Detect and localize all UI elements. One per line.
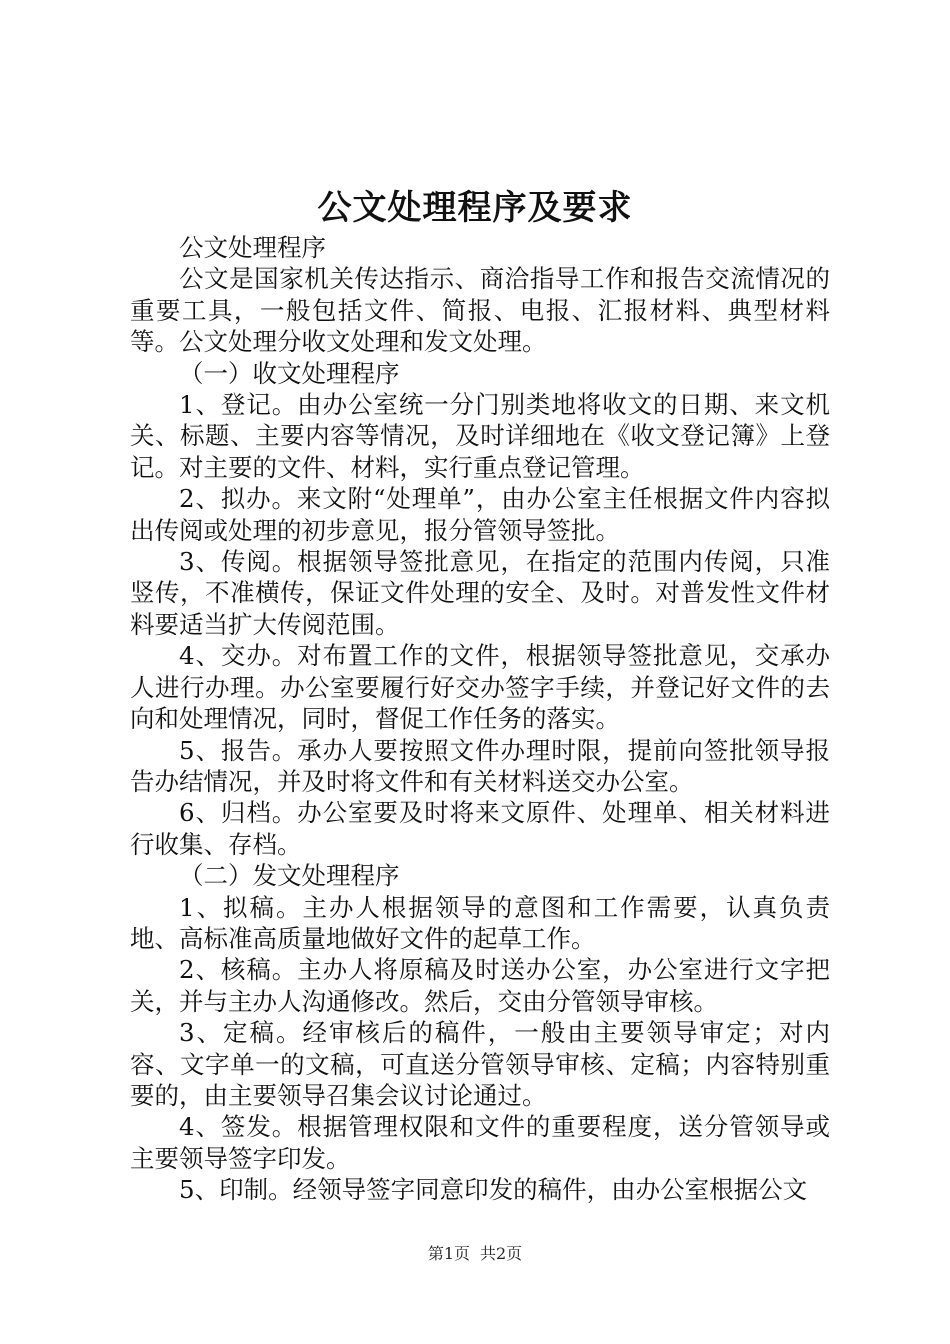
subsection-heading: （二）发文处理程序 [179,861,400,891]
paragraph: 3、定稿。经审核后的稿件，一般由主要领导审定；对内容、文字单一的文稿，可直送分管领导审核、定稿；内容特别重要的，由主要领导召集会议讨论通过。 [130,1018,830,1110]
paragraph: 5、报告。承办人要按照文件办理时限，提前向签批领导报告办结情况，并及时将文件和有关材料送交办公室。 [130,735,830,796]
paragraph: 4、交办。对布置工作的文件，根据领导签批意见，交承办人进行办理。办公室要履行好交办签字手续，并登记好文件的去向和处理情况，同时，督促工作任务的落实。 [130,641,830,734]
page-footer [0,1243,950,1265]
document-body [130,232,830,1206]
paragraph: 3、传阅。根据领导签批意见，在指定的范围内传阅，只准竖传，不准横传，保证文件处理的安全、及时。对普发性文件材料要适当扩大传阅范围。 [130,547,830,639]
section-heading: 公文处理程序 [179,233,326,262]
subsection-heading: （一）收文处理程序 [179,358,400,388]
page-total: 共2页 [480,1244,523,1263]
page-number: 第1页 [427,1244,470,1263]
paragraph: 6、归档。办公室要及时将来文原件、处理单、相关材料进行收集、存档。 [130,798,830,859]
document-title: 公文处理程序及要求 [317,188,633,228]
paragraph: 5、印制。经领导签字同意印发的稿件，由办公室根据公文 [179,1175,808,1205]
paragraph: 2、核稿。主办人将原稿及时送办公室，办公室进行文字把关，并与主办人沟通修改。然后，交由分管领导审核。 [130,955,830,1016]
paragraph: 1、登记。由办公室统一分门别类地将收文的日期、来文机关、标题、主要内容等情况，及时详细地在《收文登记簿》上登记。对主要的文件、材料，实行重点登记管理。 [130,390,830,482]
paragraph: 1、拟稿。主办人根据领导的意图和工作需要，认真负责地、高标准高质量地做好文件的起草工作。 [130,892,830,953]
paragraph: 公文是国家机关传达指示、商洽指导工作和报告交流情况的重要工具，一般包括文件、简报、电报、汇报材料、典型材料等。公文处理分收文处理和发文处理。 [130,264,830,357]
paragraph: 4、签发。根据管理权限和文件的重要程度，送分管领导或主要领导签字印发。 [130,1112,830,1173]
paragraph: 2、拟办。来文附“处理单”，由办公室主任根据文件内容拟出传阅或处理的初步意见，报分管领导签批。 [130,484,830,545]
